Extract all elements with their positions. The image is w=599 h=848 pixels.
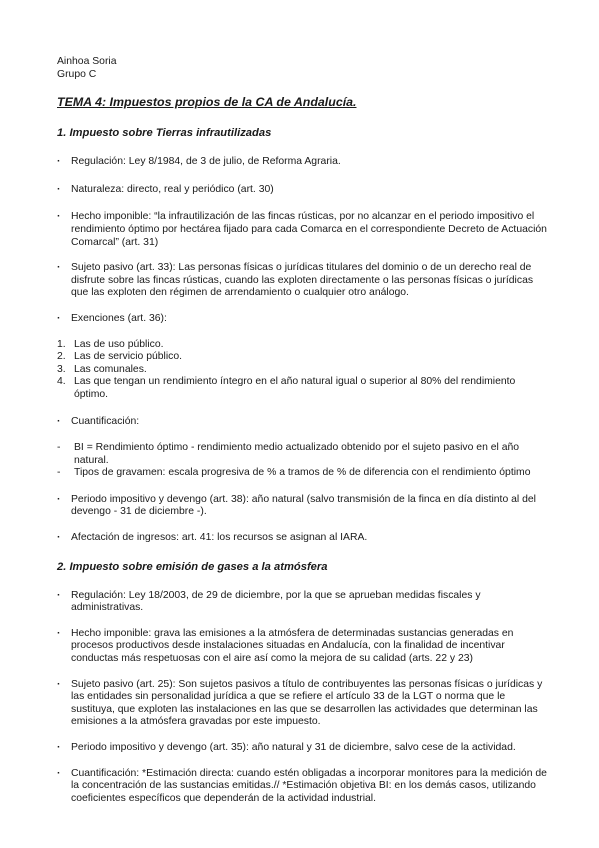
s1-afectacion: · Afectación de ingresos: art. 41: los recursos se asignan al IARA.	[57, 532, 547, 545]
section-1-heading: 1. Impuesto sobre Tierras infrautilizadas	[57, 127, 272, 140]
s1-naturaleza: · Naturaleza: directo, real y periódico (art. 30)	[57, 184, 547, 197]
s1-regulacion: · Regulación: Ley 8/1984, de 3 de julio, de Reforma Agraria.	[57, 156, 547, 169]
author-name: Ainhoa Soria	[57, 56, 117, 67]
s1-cuantificacion-label: · Cuantificación:	[57, 416, 547, 429]
cuantificacion-list	[57, 442, 547, 480]
exenciones-list	[57, 339, 547, 402]
cuantificacion-item: - Tipos de gravamen: escala progresiva de % a tramos de % de diferencia con el rendimiento óptimo	[57, 467, 531, 479]
document-page	[57, 56, 547, 805]
exencion-item: 2. Las de servicio público.	[57, 351, 183, 363]
section-2-heading: 2. Impuesto sobre emisión de gases a la atmósfera	[57, 560, 328, 573]
s2-cuantificacion: · Cuantificación: *Estimación directa: cuando estén obligadas a incorporar monitores para la medición de la concentración de las sustancias emitidas.// *Estimación objetiva BI: en los demás casos, utilizando coeficientes específicos que dependerán de la actividad industrial.	[57, 768, 547, 806]
s2-hecho-imponible: · Hecho imponible: grava las emisiones a la atmósfera de determinadas sustancias generadas en procesos productivos desde instalaciones situadas en Andalucía, con la finalidad de incentivar conductas más respetuosas con el aire así como la mejora de su calidad (arts. 22 y 23)	[57, 628, 547, 666]
s2-periodo: · Periodo impositivo y devengo (art. 35): año natural y 31 de diciembre, salvo cese de la actividad.	[57, 742, 547, 755]
document-title: TEMA 4: Impuestos propios de la CA de Andalucía.	[57, 95, 357, 110]
exencion-item: 3. Las comunales.	[57, 363, 147, 375]
exencion-item: 1. Las de uso público.	[57, 338, 164, 350]
s2-sujeto-pasivo: · Sujeto pasivo (art. 25): Son sujetos pasivos a título de contribuyentes las personas físicas o jurídicas y las entidades sin personalidad jurídica a que se refiere el artículo 33 de la LGT o norma que le sustituya, que exploten las instalaciones en las que se desarrollen las actividades que determinan las emisiones a la atmósfera gravadas por este impuesto.	[57, 679, 547, 729]
exencion-item: 4. Las que tengan un rendimiento íntegro en el año natural igual o superior al 80% del rendimiento óptimo.	[57, 376, 516, 400]
s1-hecho-imponible: · Hecho imponible: “la infrautilización de las fincas rústicas, por no alcanzar en el periodo impositivo el rendimiento óptimo por hectárea fijado para cada Comarca en el correspondiente Decreto de Actuación Comarcal” (art. 31)	[57, 211, 547, 249]
s2-regulacion: · Regulación: Ley 18/2003, de 29 de diciembre, por la que se aprueban medidas fiscales y administrativas.	[57, 590, 547, 615]
s1-exenciones-label: · Exenciones (art. 36):	[57, 313, 547, 326]
s1-periodo: · Periodo impositivo y devengo (art. 38): año natural (salvo transmisión de la finca en día distinto al del devengo - 31 de diciembre -).	[57, 494, 547, 519]
s1-sujeto-pasivo: · Sujeto pasivo (art. 33): Las personas físicas o jurídicas titulares del dominio o de un derecho real de disfrute sobre las fincas rústicas, cuando las exploten directamente o las personas físicas o jurídicas que las exploten den régimen de arrendamiento o cualquier otro análogo.	[57, 262, 547, 300]
author-group: Grupo C	[57, 68, 97, 80]
cuantificacion-item: - BI = Rendimiento óptimo - rendimiento medio actualizado obtenido por el sujeto pasivo en el año natural.	[57, 442, 520, 466]
